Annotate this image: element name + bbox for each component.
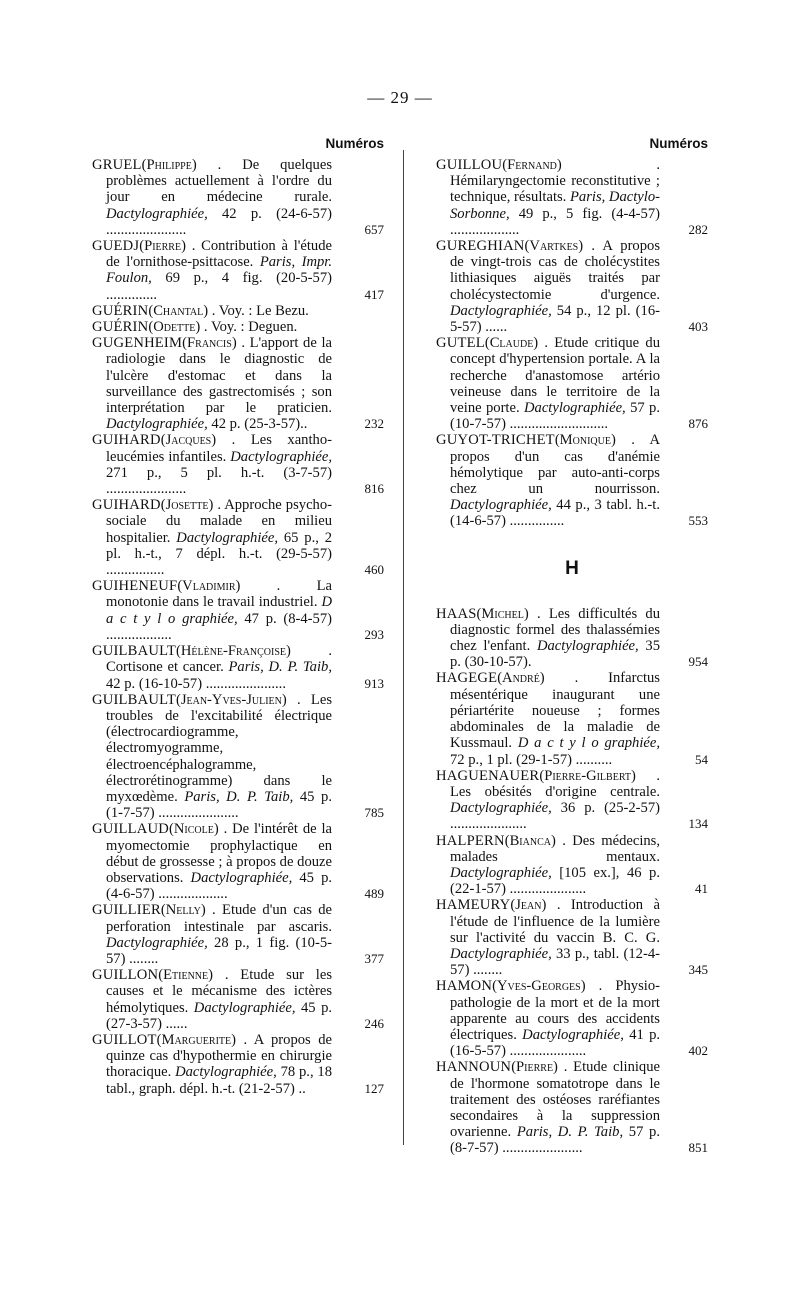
- entry-source: Dactylographiée,: [190, 869, 293, 886]
- entry-source: Dactylographiée,: [450, 497, 552, 514]
- entry-list: [92, 157, 384, 1097]
- entry-number: 345: [688, 962, 708, 978]
- entry-row: [92, 157, 384, 238]
- entry-title: . Etude clinique de l'hormone somatotrope dans le traitement des ostéoses raréfiantes secondaires à la suppression ovarienne.: [450, 1059, 660, 1141]
- author-name: HAMEURY: [436, 897, 511, 914]
- author-given-name: (Jean-Yves-Julien): [175, 691, 287, 708]
- entry-source: Dactylographiée,: [106, 205, 208, 222]
- entry-number: 246: [364, 1015, 384, 1031]
- entry-detail: 49 p., 5 fig. (4-4-57) ...................: [450, 205, 660, 238]
- entry-title: . Voy. : Deguen.: [203, 319, 298, 336]
- entry-title: . Infarctus mésentérique inaugurant une périartérite noueuse ; formes abdominales de la maladie de Kussmaul.: [450, 670, 660, 752]
- entry-title: . De quelques problèmes actuellement à l'ordre du jour en médecine rurale.: [106, 157, 332, 206]
- author-given-name: (Claude): [484, 335, 539, 352]
- entry-number: 785: [364, 805, 384, 821]
- author-name: GUILLON: [92, 967, 159, 984]
- entry-title: . A propos d'un cas d'anémie hémolytique par auto-anti-corps chez un nourrisson.: [450, 432, 660, 498]
- entry-number: 377: [364, 950, 384, 966]
- author-name: GUÉRIN: [92, 302, 149, 319]
- entry-row: [92, 902, 384, 967]
- entry-text: [92, 967, 332, 1032]
- entry-detail: 65 p., 2 pl. h.-t., 7 dépl. h.-t. (29-5-57) ................: [106, 529, 332, 579]
- entry-text: [436, 897, 660, 978]
- author-name: GUGENHEIM: [92, 335, 183, 352]
- entry-title: . Les difficultés du diagnostic formel des thalassémies chez l'enfant.: [450, 605, 660, 655]
- entry-title: . Etude critique du concept d'hypertension portale. A la recherche d'anastomose artério veineuse dans le territoire de la veine porte.: [450, 335, 660, 417]
- entry-detail: 45 p. (4-6-57) ...................: [106, 869, 333, 903]
- author-given-name: (Philippe): [141, 157, 197, 173]
- section-letter: H: [565, 557, 579, 579]
- entry-text: [92, 578, 332, 643]
- entry-source: Paris, Impr. Foulon,: [106, 254, 332, 287]
- author-name: HANNOUN: [436, 1059, 512, 1076]
- entry-text: [436, 238, 660, 335]
- entry-row: [436, 1059, 708, 1156]
- author-given-name: (Yves-Georges): [492, 978, 586, 995]
- entry-row: [92, 335, 384, 432]
- author-name: HAGEGE: [436, 670, 498, 687]
- entry-detail: 35 p. (30-10-57).: [450, 638, 660, 671]
- entry-row: [436, 335, 708, 432]
- entry-row: [92, 497, 384, 578]
- entry-row: [92, 643, 384, 692]
- author-name: HAGUENAUER: [436, 767, 540, 784]
- author-given-name: (Jean): [510, 897, 547, 914]
- entry-number: 876: [688, 416, 708, 432]
- author-given-name: (Fernand): [502, 157, 562, 173]
- author-name: GUILBAULT: [92, 643, 176, 660]
- author-name: GRUEL: [92, 157, 142, 173]
- entry-text: [92, 432, 332, 497]
- entry-number: 403: [688, 319, 708, 335]
- entry-title: . De l'intérêt de la myomectomie prophylactique en début de grossesse ; à propos de douze observations.: [106, 821, 332, 886]
- entry-row: [436, 157, 708, 238]
- author-given-name: (Vartkes): [524, 238, 584, 255]
- author-name: HAAS: [436, 605, 477, 622]
- entry-title: . Contribution à l'étude de l'ornithose-psittacose.: [106, 238, 332, 271]
- entry-text: [92, 238, 332, 303]
- entry-title: . Les xantho-leucémies infantiles.: [106, 432, 332, 465]
- author-name: GUIHARD: [92, 497, 161, 514]
- author-name: GUIHENEUF: [92, 578, 178, 595]
- author-given-name: (Hélène-Françoise): [175, 643, 291, 660]
- entry-source: Dactylographiée,: [176, 529, 279, 546]
- entry-text: [436, 833, 660, 898]
- entry-row: [436, 833, 708, 898]
- entry-title: . Les troubles de l'excitabilité électrique (électrocardiogramme, électromyogramme, électroencéphalogramme, électrorétinogramme) dans le myxœdème.: [106, 691, 332, 805]
- author-name: HALPERN: [436, 832, 505, 849]
- entry-row: [436, 768, 708, 833]
- right-column: [436, 136, 708, 1157]
- entry-source: Dactylographiée,: [450, 302, 552, 319]
- entry-source: Dactylographiée,: [450, 800, 552, 817]
- author-given-name: (Chantal): [148, 302, 209, 319]
- entry-source: Dactylographiée,: [175, 1064, 277, 1081]
- entry-detail: 78 p., 18 tabl., graph. dépl. h.-t. (21-2-57) ..: [106, 1064, 332, 1097]
- entry-number: 54: [695, 751, 708, 767]
- entry-title: . A propos de quinze cas d'hypothermie en chirurgie thoracique.: [106, 1031, 332, 1081]
- entry-title: . Introduction à l'étude de l'influence de la lumière sur l'activité du vaccin B. C. G.: [450, 897, 660, 946]
- entry-text: [92, 319, 332, 335]
- entry-number: 816: [364, 481, 384, 497]
- author-given-name: (Bianca): [504, 832, 556, 849]
- entry-text: [92, 303, 332, 319]
- entry-text: [436, 670, 660, 767]
- author-given-name: (Francis): [182, 335, 237, 352]
- entry-detail: 72 p., 1 pl. (29-1-57) ..........: [450, 751, 613, 768]
- author-name: GUILLIER: [92, 902, 161, 919]
- author-given-name: (Jacques): [160, 432, 217, 449]
- author-name: GUILLOU: [436, 157, 503, 173]
- entry-list: [436, 157, 708, 530]
- author-given-name: (Nicole): [169, 821, 219, 838]
- entry-number: 134: [688, 816, 708, 832]
- entry-number: 913: [364, 675, 384, 691]
- entry-text: [436, 335, 660, 432]
- entry-source: Dactylographiée,: [193, 999, 296, 1016]
- entry-text: [436, 432, 660, 529]
- entry-number: 282: [688, 221, 708, 237]
- author-given-name: (Vladimir): [177, 578, 241, 595]
- entry-source: Dactylographiée,: [536, 638, 639, 655]
- page-number: — 29 —: [367, 88, 433, 107]
- entry-row: [92, 967, 384, 1032]
- entry-detail: 33 p., tabl. (12-4-57) ........: [450, 945, 660, 979]
- entry-text: [92, 497, 332, 578]
- entry-detail: 69 p., 4 fig. (20-5-57) ..............: [106, 270, 332, 303]
- author-name: GUILLAUD: [92, 821, 169, 838]
- entry-detail: 47 p. (8-4-57) ..................: [106, 610, 332, 643]
- entry-number: 293: [364, 626, 384, 642]
- entry-text: [436, 157, 660, 238]
- entry-row: [92, 578, 384, 643]
- entry-detail: 41 p. (16-5-57) .....................: [450, 1026, 661, 1060]
- author-name: HAMON: [436, 978, 493, 995]
- entry-text: [436, 978, 660, 1059]
- entry-row: [436, 606, 708, 671]
- entry-source: Dactylographiée,: [522, 1026, 624, 1043]
- entry-source: Paris, Dactylo-Sorbonne,: [450, 189, 660, 222]
- author-given-name: (Monique): [554, 432, 616, 449]
- entry-number: 489: [364, 886, 384, 902]
- entry-text: [92, 692, 332, 822]
- entry-number: 954: [688, 654, 708, 670]
- column-divider: [403, 150, 404, 1145]
- entry-number: 553: [688, 513, 708, 529]
- column-header: Numéros: [325, 136, 384, 151]
- entry-detail: 57 p. (10-7-57) ...........................: [450, 400, 660, 433]
- entry-row: [92, 821, 384, 902]
- entry-title: . Hémilaryngectomie reconstitutive ; technique, résultats.: [450, 157, 660, 206]
- entry-row: [436, 897, 708, 978]
- entry-source: Paris, D. P. Taib,: [516, 1124, 624, 1141]
- author-given-name: (Michel): [476, 605, 529, 622]
- entry-source: Paris, D. P. Taib,: [228, 659, 332, 676]
- entry-title: . La monotonie dans le travail industriel.: [106, 578, 332, 611]
- entry-number: 402: [688, 1043, 708, 1059]
- author-name: GUEDJ: [92, 238, 140, 255]
- author-name: GUIHARD: [92, 432, 161, 449]
- entry-row: [436, 670, 708, 767]
- entry-list: [436, 606, 708, 1157]
- entry-row: [436, 238, 708, 335]
- entry-row: [92, 319, 384, 335]
- entry-text: [92, 902, 332, 967]
- author-name: GUREGHIAN: [436, 238, 525, 255]
- entry-detail: 44 p., 3 tabl. h.-t. (14-6-57) ...............: [450, 497, 660, 530]
- entry-row: [436, 978, 708, 1059]
- entry-source: Dactylographiée,: [230, 448, 332, 465]
- entry-source: Dactylographiée,: [450, 864, 552, 881]
- entry-source: D a c t y l o graphiée,: [106, 594, 332, 627]
- entry-detail: 57 p. (8-7-57) ......................: [450, 1124, 660, 1157]
- author-given-name: (Josette): [160, 497, 214, 514]
- entry-number: 851: [688, 1140, 708, 1156]
- entry-number: 41: [695, 881, 708, 897]
- author-given-name: (André): [497, 670, 545, 687]
- entry-text: [436, 606, 660, 671]
- entry-number: 127: [364, 1080, 384, 1096]
- entry-row: [92, 238, 384, 303]
- entry-text: [436, 1059, 660, 1156]
- author-name: GUILBAULT: [92, 691, 176, 708]
- author-given-name: (Pierre): [511, 1059, 558, 1076]
- entry-detail: 271 p., 5 pl. h.-t. (3-7-57) ......................: [106, 464, 332, 498]
- author-given-name: (Marguerite): [156, 1031, 236, 1048]
- author-name: GUÉRIN: [92, 319, 149, 336]
- entry-title: . Les obésités d'origine centrale.: [450, 767, 660, 800]
- entry-detail: 45 p. (27-3-57) ......: [106, 999, 333, 1032]
- left-column: [92, 136, 384, 1097]
- entry-title: . Cortisone et cancer.: [106, 643, 332, 676]
- entry-source: D a c t y l o graphiée,: [517, 735, 660, 752]
- entry-source: Dactylographiée,: [523, 400, 626, 417]
- author-given-name: (Odette): [148, 319, 201, 336]
- entry-row: [92, 692, 384, 822]
- entry-title: . Etude sur les causes et le mécanisme des ictères hémolytiques.: [106, 967, 332, 1016]
- author-name: GUYOT-TRICHET: [436, 432, 555, 449]
- entry-row: [92, 1032, 384, 1097]
- author-given-name: (Pierre): [139, 238, 186, 255]
- entry-title: . Physio-pathologie de la mort et de la mort apparente au cours des accidents électriques.: [450, 978, 660, 1043]
- entry-text: [92, 335, 332, 432]
- entry-source: Dactylographiée,: [106, 416, 208, 433]
- entry-detail: 42 p. (25-3-57)..: [211, 416, 308, 433]
- entry-row: [436, 432, 708, 529]
- entry-title: . Des médecins, malades mentaux.: [450, 832, 660, 865]
- author-given-name: (Pierre-Gilbert): [539, 767, 636, 784]
- entry-detail: 54 p., 12 pl. (16-5-57) ......: [450, 302, 660, 336]
- entry-detail: 42 p. (24-6-57) ......................: [106, 205, 332, 238]
- entry-source: Dactylographiée,: [106, 934, 208, 951]
- entry-detail: 36 p. (25-2-57) .....................: [450, 800, 660, 833]
- entry-row: [92, 432, 384, 497]
- entry-source: Paris, D. P. Taib,: [184, 788, 294, 805]
- column-header: Numéros: [649, 136, 708, 151]
- entry-number: 417: [364, 286, 384, 302]
- entry-text: [92, 157, 332, 238]
- entry-number: 232: [364, 416, 384, 432]
- entry-number: 460: [364, 562, 384, 578]
- entry-title: . Voy. : Le Bezu.: [211, 302, 309, 319]
- author-name: GUILLOT: [92, 1031, 157, 1048]
- entry-detail: [105 ex.], 46 p. (22-1-57) .....................: [450, 864, 660, 898]
- entry-title: . Approche psycho-sociale du malade en milieu hospitalier.: [106, 497, 332, 546]
- entry-number: 657: [364, 221, 384, 237]
- entry-source: Dactylographiée,: [450, 945, 552, 962]
- entry-detail: 45 p. (1-7-57) ......................: [106, 788, 332, 822]
- author-name: GUTEL: [436, 335, 485, 352]
- entry-text: [92, 1032, 332, 1097]
- entry-text: [92, 821, 332, 902]
- entry-title: . A propos de vingt-trois cas de cholécystites lithiasiques aiguës traités par cholécystectomie d'urgence.: [450, 238, 660, 303]
- entry-detail: 28 p., 1 fig. (10-5-57) ........: [106, 934, 332, 967]
- author-given-name: (Etienne): [158, 967, 213, 984]
- entry-title: . Etude d'un cas de perforation intestinale par ascaris.: [106, 902, 332, 935]
- entry-detail: 42 p. (16-10-57) ......................: [106, 675, 286, 692]
- entry-row: [92, 303, 384, 319]
- entry-title: . L'apport de la radiologie dans le diagnostic de l'ulcère d'estomac et dans la surveillance des gastrectomisés ; son interprétation par le praticien.: [106, 335, 332, 417]
- entry-text: [436, 768, 660, 833]
- entry-text: [92, 643, 332, 692]
- author-given-name: (Nelly): [160, 902, 206, 919]
